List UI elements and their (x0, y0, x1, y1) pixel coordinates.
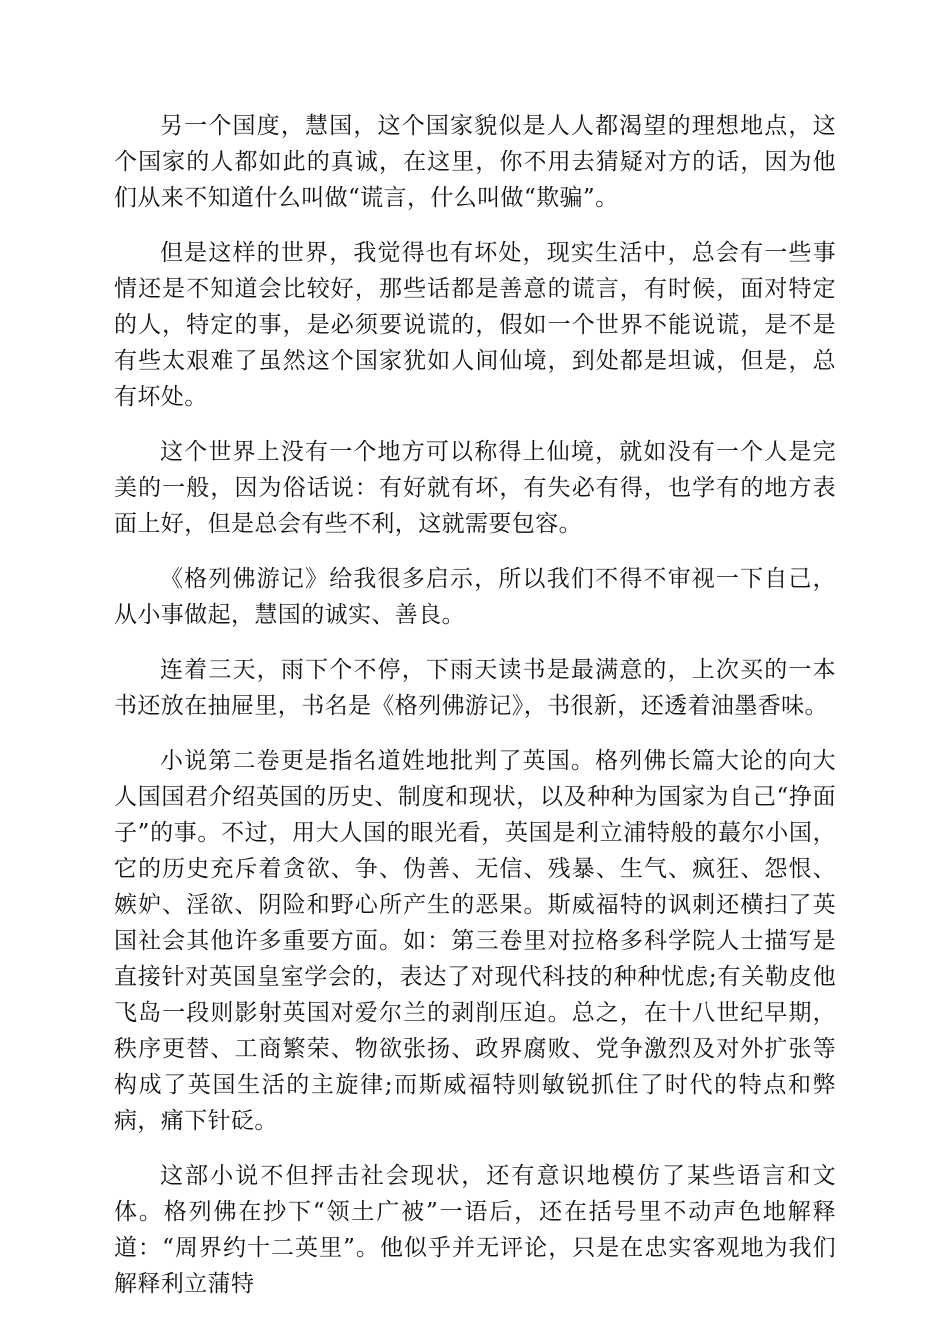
paragraph-6: 小说第二卷更是指名道姓地批判了英国。格列佛长篇大论的向大人国国君介绍英国的历史、制度和现状，以及种种为国家为自己“挣面子”的事。不过，用大人国的眼光看，英国是利立浦特般的蕞尔小国，它的历史充斥着贪欲、争、伪善、无信、残暴、生气、疯狂、怨恨、嫉妒、淫欲、阴险和野心所产生的恶果。斯威福特的讽刺还横扫了英国社会其他许多重要方面。如：第三卷里对拉格多科学院人士描写是直接针对英国皇室学会的，表达了对现代科技的种种忧虑;有关勒皮他飞岛一段则影射英国对爱尔兰的剥削压迫。总之，在十八世纪早期，秩序更替、工商繁荣、物欲张扬、政界腐败、党争激烈及对外扩张等构成了英国生活的主旋律;而斯威福特则敏锐抓住了时代的特点和弊病，痛下针砭。 (114, 748, 836, 1134)
paragraph-3: 这个世界上没有一个地方可以称得上仙境，就如没有一个人是完美的一般，因为俗话说：有好就有坏，有失必有得，也学有的地方表面上好，但是总会有些不利，这就需要包容。 (114, 439, 836, 537)
document-body (114, 108, 836, 1321)
paragraph-2: 但是这样的世界，我觉得也有坏处，现实生活中，总会有一些事情还是不知道会比较好，那些话都是善意的谎言，有时候，面对特定的人，特定的事，是必须要说谎的，假如一个世界不能说谎，是不是有些太艰难了虽然这个国家犹如人间仙境，到处都是坦诚，但是，总有坏处。 (114, 240, 836, 410)
paragraph-7: 这部小说不但抨击社会现状，还有意识地模仿了某些语言和文体。格列佛在抄下“领土广被”一语后，还在括号里不动声色地解释道：“周界约十二英里”。他似乎并无评论，只是在忠实客观地为我们解释利立蒲特 (114, 1163, 836, 1297)
paragraph-4: 《格列佛游记》给我很多启示，所以我们不得不审视一下自己，从小事做起，慧国的诚实、善良。 (114, 566, 836, 628)
paragraph-1: 另一个国度，慧国，这个国家貌似是人人都渴望的理想地点，这个国家的人都如此的真诚，在这里，你不用去猜疑对方的话，因为他们从来不知道什么叫做“谎言，什么叫做“欺骗”。 (114, 113, 836, 211)
paragraph-5: 连着三天，雨下个不停，下雨天读书是最满意的，上次买的一本书还放在抽屉里，书名是《格列佛游记》，书很新，还透着油墨香味。 (114, 657, 836, 719)
